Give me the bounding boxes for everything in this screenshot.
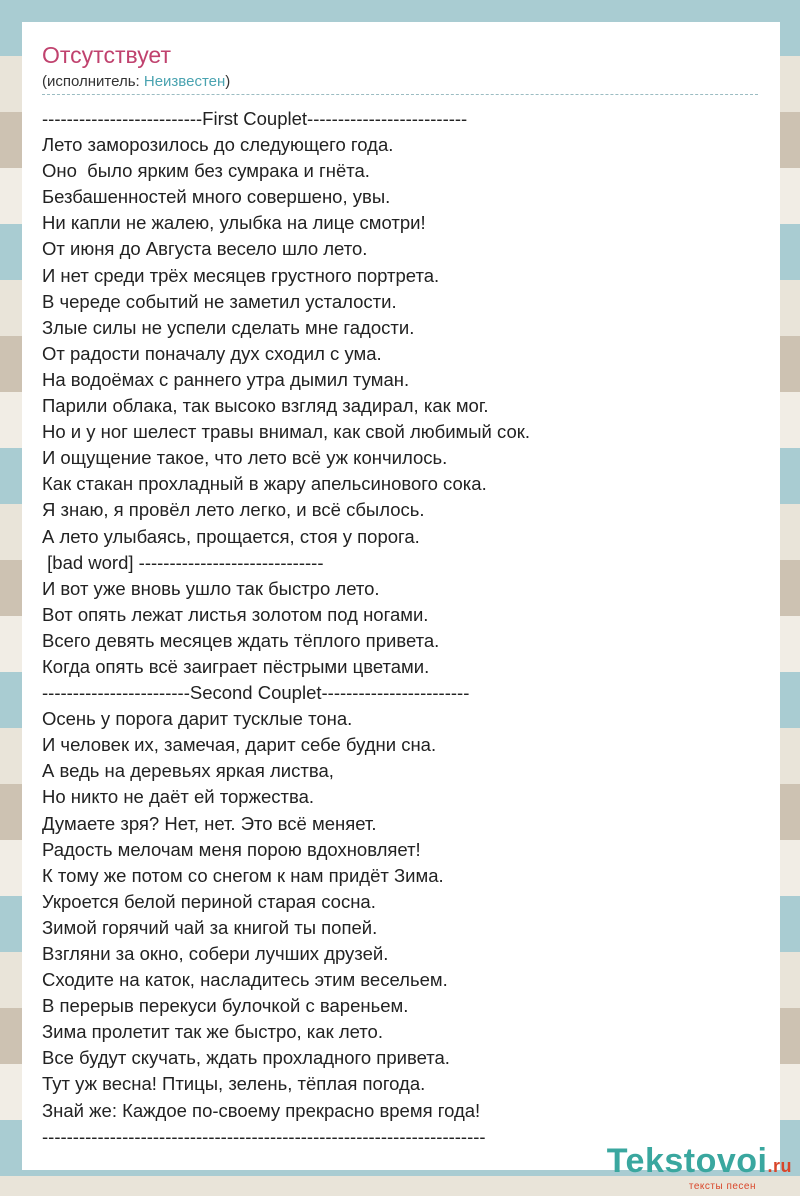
performer-link[interactable]: Неизвестен (143, 73, 226, 90)
lyric-line: Укроется белой периной старая сосна. (42, 890, 376, 912)
lyric-line: К тому же потом со снегом к нам придёт Зима. (42, 864, 444, 886)
lyric-line: От июня до Августа весело шло лето. (42, 238, 368, 260)
lyric-line: Вот опять лежат листья золотом под ногами. (42, 603, 429, 625)
lyric-line: А ведь на деревьях яркая листва, (42, 760, 334, 782)
lyric-line: Злые силы не успели сделать мне гадости. (42, 316, 415, 338)
lyric-line: Я знаю, я провёл лето легко, и всё сбылось. (42, 499, 425, 521)
lyric-line: Парили облака, так высоко взгляд задирал, как мог. (42, 395, 489, 417)
song-title: Отсутствует (42, 42, 171, 68)
lyric-line: ------------------------------------------------------------------------ (42, 1125, 486, 1147)
lyric-line: От радости поначалу дух сходил с ума. (42, 342, 382, 364)
lyric-line: А лето улыбаясь, прощается, стоя у порога. (42, 525, 420, 547)
performer-line (42, 73, 230, 90)
site-logo[interactable] (607, 1144, 792, 1192)
logo-name: Tekstovoi (606, 1142, 768, 1180)
lyric-line: Лето заморозилось до следующего года. (42, 134, 394, 156)
lyric-line: И нет среди трёх месяцев грустного портрета. (42, 264, 440, 286)
lyric-line: [bad word] ------------------------------ (42, 551, 324, 573)
logo-tagline: тексты песен (688, 1181, 756, 1192)
lyric-line: Безбашенностей много совершено, увы. (42, 186, 391, 208)
lyric-line: Зима пролетит так же быстро, как лето. (42, 1021, 383, 1043)
lyrics-card (22, 22, 780, 1170)
lyric-line: Когда опять всё заиграет пёстрыми цветами. (42, 655, 430, 677)
lyric-line: И человек их, замечая, дарит себе будни сна. (42, 734, 437, 756)
lyric-line: Ни капли не жалею, улыбка на лице смотри! (42, 212, 426, 234)
lyric-line: ------------------------Second Couplet------------------------ (42, 682, 470, 704)
lyric-line: И ощущение такое, что лето всё уж кончилось. (42, 447, 448, 469)
performer-prefix: (исполнитель: (42, 73, 144, 90)
lyric-line: В перерыв перекуси булочкой с вареньем. (42, 995, 409, 1017)
header-divider (42, 94, 758, 95)
logo-tld: .ru (767, 1156, 792, 1176)
lyric-line: Все будут скучать, ждать прохладного привета. (42, 1047, 450, 1069)
lyric-line: Как стакан прохладный в жару апельсинового сока. (42, 473, 487, 495)
lyric-line: Знай же: Каждое по-своему прекрасно время года! (42, 1099, 481, 1121)
lyric-line: Оно было ярким без сумрака и гнёта. (42, 160, 370, 182)
lyrics-text (42, 106, 530, 1150)
lyric-line: Зимой горячий чай за книгой ты попей. (42, 916, 378, 938)
lyric-line: Но никто не даёт ей торжества. (42, 786, 315, 808)
performer-suffix: ) (225, 73, 231, 90)
lyric-line: Радость мелочам меня порою вдохновляет! (42, 838, 421, 860)
lyric-line: Сходите на каток, насладитесь этим весельем. (42, 969, 448, 991)
lyric-line: Но и у ног шелест травы внимал, как свой любимый сок. (42, 421, 531, 443)
lyric-line: Тут уж весна! Птицы, зелень, тёплая погода. (42, 1073, 426, 1095)
lyric-line: Взгляни за окно, собери лучших друзей. (42, 943, 389, 964)
lyric-line: На водоёмах с раннего утра дымил туман. (42, 368, 410, 390)
lyric-line: И вот уже вновь ушло так быстро лето. (42, 577, 380, 599)
lyric-line: Думаете зря? Нет, нет. Это всё меняет. (42, 812, 377, 834)
lyric-line: --------------------------First Couplet-------------------------- (42, 108, 468, 129)
lyric-line: Осень у порога дарит тусклые тона. (42, 708, 353, 730)
lyric-line: В череде событий не заметил усталости. (42, 290, 397, 312)
lyric-line: Всего девять месяцев ждать тёплого привета. (42, 629, 440, 651)
